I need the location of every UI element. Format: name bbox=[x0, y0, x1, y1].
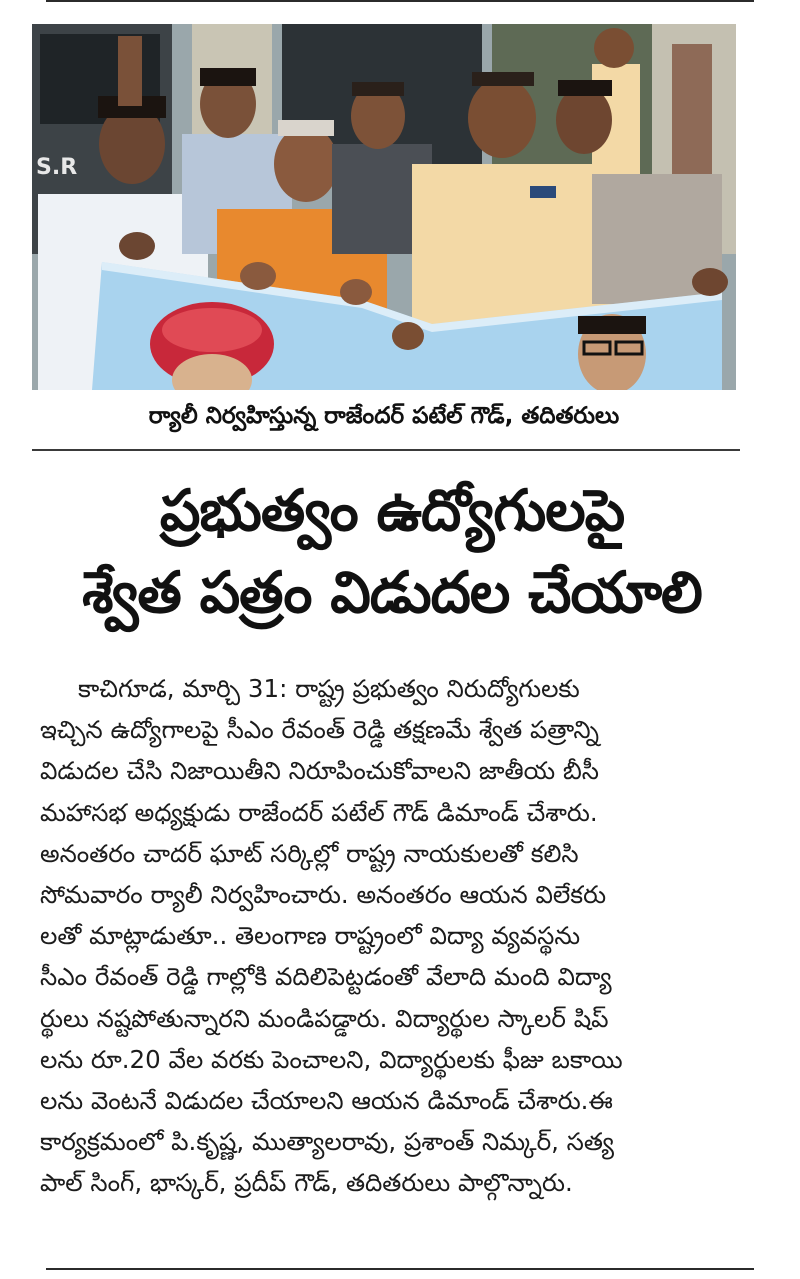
body-line: లతో మాట్లాడుతూ.. తెలంగాణ రాష్ట్రంలో విద్యా వ్యవస్థను bbox=[40, 921, 581, 951]
article-body bbox=[40, 668, 752, 1204]
headline bbox=[32, 470, 752, 634]
bus-sign-text: S.R bbox=[36, 155, 78, 180]
news-photo bbox=[32, 24, 736, 390]
headline-line-2: శ్వేత పత్రం విడుదల చేయాలి bbox=[82, 560, 702, 626]
body-line: లను వెంటనే విడుదల చేయాలని ఆయన డిమాండ్ చేశారు.ఈ bbox=[40, 1086, 613, 1116]
body-line: సీఎం రేవంత్ రెడ్డి గాల్లోకి వదిలిపెట్టడంతో వేలాది మంది విద్యా bbox=[40, 962, 612, 992]
body-line: అనంతరం చాదర్ ఘాట్ సర్కిల్లో రాష్ట్ర నాయకులతో కలిసి bbox=[40, 838, 579, 868]
body-line: మహాసభ అధ్యక్షుడు రాజేందర్ పటేల్ గౌడ్ డిమాండ్ చేశారు. bbox=[40, 797, 598, 827]
body-line: కార్యక్రమంలో పి.కృష్ణ, ముత్యాలరావు, ప్రశాంత్ నిమ్కర్, సత్య bbox=[40, 1127, 615, 1157]
section-divider bbox=[32, 449, 740, 451]
body-line: కాచిగూడ, మార్చి 31: రాష్ట్ర ప్రభుత్వం నిరుద్యోగులకు bbox=[78, 674, 580, 703]
photo-caption: ర్యాలీ నిర్వహిస్తున్న రాజేందర్ పటేల్ గౌడ్, తదితరులు bbox=[148, 403, 620, 429]
body-line: సోమవారం ర్యాలీ నిర్వహించారు. అనంతరం ఆయన విలేకరు bbox=[40, 880, 607, 910]
body-line: విడుదల చేసి నిజాయితీని నిరూపించుకోవాలని జాతీయ బీసీ bbox=[40, 756, 599, 786]
body-line: ర్థులు నష్టపోతున్నారని మండిపడ్డారు. విద్యార్థుల స్కాలర్ షిప్ bbox=[40, 1003, 609, 1033]
body-line: లను రూ.20 వేల వరకు పెంచాలని, విద్యార్థులకు ఫీజు బకాయి bbox=[40, 1044, 623, 1074]
top-rule bbox=[46, 0, 754, 2]
body-line: పాల్ సింగ్, భాస్కర్, ప్రదీప్ గౌడ్, తదితరులు పాల్గొన్నారు. bbox=[40, 1168, 573, 1198]
headline-line-1: ప్రభుత్వం ఉద్యోగులపై bbox=[159, 478, 625, 544]
bottom-rule bbox=[46, 1268, 754, 1270]
banner-portrait-right bbox=[578, 314, 646, 390]
body-line: ఇచ్చిన ఉద్యోగాలపై సీఎం రేవంత్ రెడ్డి తక్షణమే శ్వేత పత్రాన్ని bbox=[40, 715, 599, 745]
